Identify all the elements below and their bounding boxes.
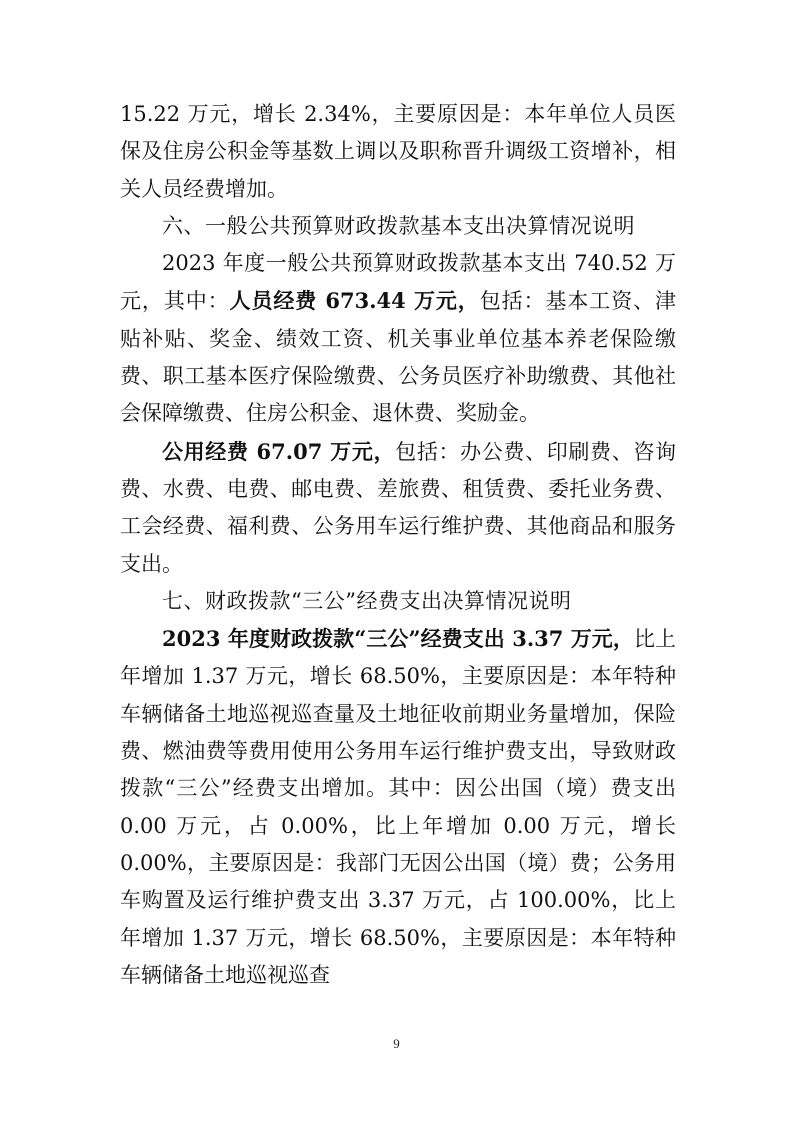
paragraph-text: 2023 年度一般公共预算财政拨款基本支出 740.52 万元，其中： (120, 251, 676, 314)
bold-public-expense: 公用经费 67.07 万元， (162, 438, 396, 464)
paragraph-continued (120, 96, 676, 208)
section-heading-six: 六、一般公共预算财政拨款基本支出决算情况说明 (162, 213, 635, 238)
paragraph-three-public-expense (120, 620, 676, 994)
bold-three-public-total: 2023 年度财政拨款“三公”经费支出 3.37 万元， (162, 626, 634, 652)
paragraph-text: 比上年增加 1.37 万元，增长 68.50%，主要原因是：本年特种车辆储备土地巡视巡查量及土地征收前期业务量增加，保险费、燃油费等费用使用公务用车运行维护费支出，导致财政拨款“三公”经费支出增加。其中：因公出国（境）费支出 0.00 万元，占 0.00%，比上年增加 0.00 万元，增长 0.00%，主要原因是：我部门无因公出国（境）费；公务用车购置及运行维护费支出 3.37 万元，占 100.00%，比上年增加 1.37 万元，增长 68.50%，主要原因是：本年特种车辆储备土地巡视巡查 (120, 627, 676, 987)
document-body (120, 96, 676, 994)
paragraph-public-expense (120, 433, 676, 583)
bold-personnel-expense: 人员经费 673.44 万元， (229, 288, 480, 314)
paragraph-text: 包括：办公费、印刷费、咨询费、水费、电费、邮电费、差旅费、租赁费、委托业务费、工会经费、福利费、公务用车运行维护费、其他商品和服务支出。 (120, 439, 676, 576)
section-heading-seven: 七、财政拨款“三公”经费支出决算情况说明 (162, 588, 572, 613)
paragraph-basic-expenditure (120, 245, 676, 432)
page-number: 9 (393, 1036, 400, 1051)
paragraph-text: 15.22 万元，增长 2.34%，主要原因是：本年单位人员医保及住房公积金等基数上调以及职称晋升调级工资增补，相关人员经费增加。 (120, 102, 676, 201)
paragraph-text: 包括：基本工资、津贴补贴、奖金、绩效工资、机关事业单位基本养老保险缴费、职工基本医疗保险缴费、公务员医疗补助缴费、其他社会保障缴费、住房公积金、退休费、奖励金。 (120, 289, 677, 426)
